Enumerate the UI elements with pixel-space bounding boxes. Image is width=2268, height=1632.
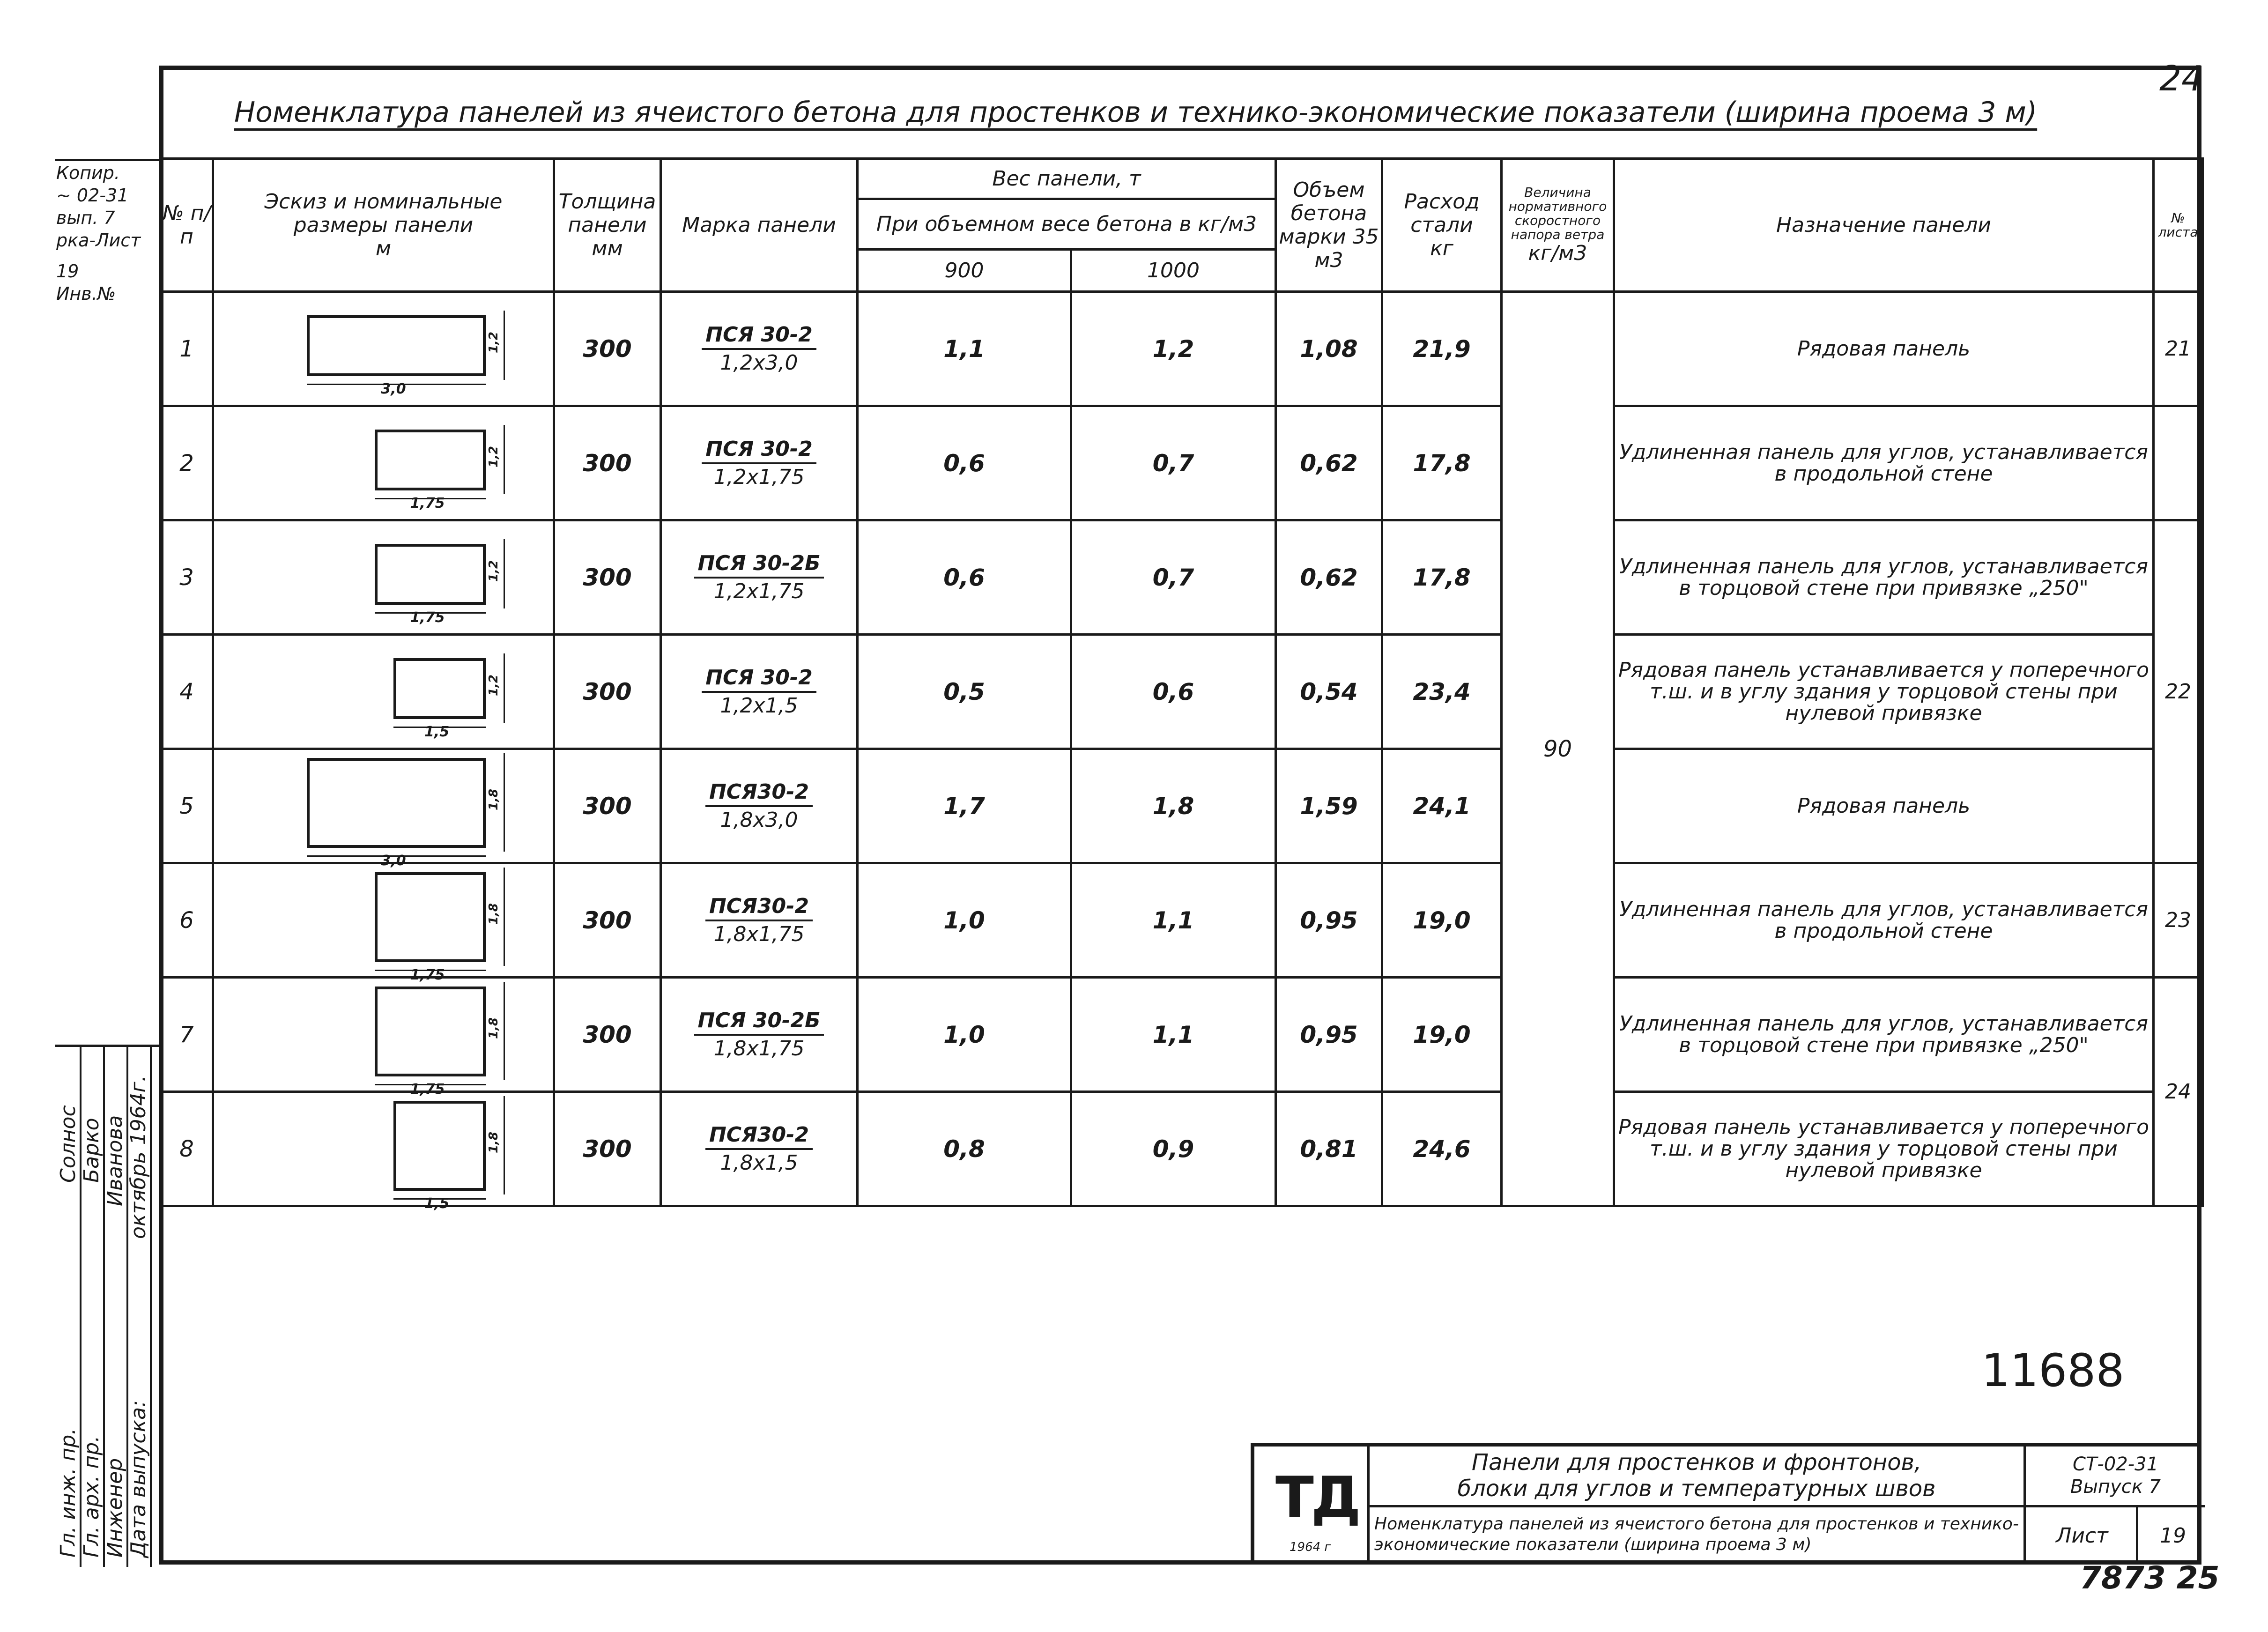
width-dimension-label: 3,0: [381, 852, 406, 869]
name-release-date: октябрь 1964г.: [126, 1075, 150, 1239]
name-chief-engineer: Солнос: [56, 1105, 80, 1183]
cell-sketch: [213, 520, 554, 635]
header-purpose: Назначение панели: [1614, 159, 2154, 292]
cell-sheet: 21: [2154, 292, 2203, 406]
title-block-code-line2: Выпуск 7: [2070, 1476, 2161, 1498]
cell-weight-1000: 0,7: [1071, 406, 1276, 520]
height-dimension-line: [504, 425, 505, 494]
cell-weight-900: 1,0: [858, 863, 1071, 978]
cell-mark: [661, 292, 858, 406]
cell-sketch: [213, 749, 554, 869]
height-dimension-label: 1,2: [487, 560, 501, 582]
cell-thickness: 300: [554, 292, 661, 406]
cell-weight-900: 0,5: [858, 635, 1071, 749]
title-block: [1251, 1443, 2201, 1565]
cell-num: 4: [161, 635, 213, 749]
panel-mark: [705, 1122, 813, 1176]
side-stamp: [56, 162, 141, 305]
header-steel-unit: кг: [1430, 236, 1453, 260]
cell-steel: 24,1: [1382, 749, 1502, 863]
height-dimension-label: 1,8: [487, 1017, 501, 1039]
panel-mark-size: 1,8х1,75: [713, 1036, 805, 1061]
header-volume-unit: м3: [1314, 248, 1343, 272]
title-block-code-line1: СТ-02-31: [2072, 1454, 2159, 1475]
panel-mark: [694, 550, 824, 605]
height-dimension-label: 1,8: [487, 1131, 501, 1153]
table-row: [161, 292, 2203, 406]
panel-outline: [375, 430, 486, 490]
side-stamp-line: рка-Лист: [56, 230, 141, 251]
cell-sketch: [213, 863, 554, 983]
header-thickness-label: Толщина панели: [558, 189, 656, 237]
role-chief-architect: Гл. арх. пр.: [80, 1435, 104, 1558]
cell-sketch: [213, 406, 554, 520]
height-dimension-line: [504, 753, 505, 852]
width-dimension-label: 1,75: [410, 1081, 445, 1098]
cell-weight-900: 0,8: [858, 1092, 1071, 1206]
table-row: [161, 520, 2203, 635]
cell-steel: 24,6: [1382, 1092, 1502, 1206]
width-dimension-label: 3,0: [381, 380, 406, 397]
panel-mark-size: 1,2х3,0: [720, 350, 798, 375]
height-dimension-label: 1,8: [487, 903, 501, 925]
height-dimension-line: [504, 653, 505, 723]
panel-mark-code: ПСЯ 30-2: [702, 665, 816, 693]
panel-sketch: [214, 1095, 553, 1212]
cell-num: 8: [161, 1092, 213, 1206]
cell-volume: 0,81: [1276, 1092, 1382, 1206]
panel-sketch: [214, 981, 553, 1098]
side-stamp-line: ~ 02-31: [56, 185, 129, 206]
header-weight-1000: 1000: [1071, 250, 1276, 292]
cell-sketch: [213, 1092, 554, 1212]
title-block-list-label: Лист: [2023, 1507, 2138, 1565]
cell-sketch: [213, 635, 554, 749]
panel-outline: [393, 658, 486, 719]
cell-purpose: Удлиненная панель для углов, устанавливается в продольной стене: [1614, 406, 2154, 520]
panel-mark-code: ПСЯ 30-2Б: [694, 550, 824, 579]
table-row: [161, 1092, 2203, 1206]
panel-mark-code: ПСЯ30-2: [705, 893, 813, 921]
cell-steel: 19,0: [1382, 863, 1502, 978]
cell-steel: 19,0: [1382, 978, 1502, 1092]
cell-weight-1000: 1,1: [1071, 978, 1276, 1092]
archive-number: 11688: [1981, 1344, 2125, 1397]
cell-steel: 21,9: [1382, 292, 1502, 406]
panel-mark: [702, 665, 816, 719]
header-wind: [1502, 159, 1614, 292]
height-dimension-line: [504, 1096, 505, 1194]
width-dimension-label: 1,75: [410, 495, 445, 512]
panel-sketch: [214, 524, 553, 631]
header-volume: [1276, 159, 1382, 292]
height-dimension-line: [504, 539, 505, 608]
panel-sketch: [214, 752, 553, 869]
panel-mark: [705, 893, 813, 948]
panel-table: [159, 157, 2204, 1212]
cell-volume: 0,54: [1276, 635, 1382, 749]
cell-num: 6: [161, 863, 213, 978]
header-weight: Вес панели, т: [858, 159, 1276, 199]
name-chief-architect: Барко: [80, 1118, 104, 1183]
cell-thickness: 300: [554, 520, 661, 635]
header-steel-label: Расход стали: [1404, 189, 1480, 237]
width-dimension-label: 1,75: [410, 609, 445, 626]
header-sheet: № листа: [2154, 159, 2203, 292]
header-num: № п/п: [161, 159, 213, 292]
panel-mark-size: 1,2х1,75: [713, 465, 805, 489]
cell-volume: 0,62: [1276, 406, 1382, 520]
title-block-subtitle: Номенклатура панелей из ячеистого бетона для простенков и технико-экономические показатели (ширина проема 3 м): [1374, 1514, 2019, 1554]
panel-mark-code: ПСЯ 30-2: [702, 322, 816, 350]
title-block-code: [2023, 1447, 2205, 1507]
name-engineer: Иванова: [103, 1115, 127, 1206]
cell-purpose: Рядовая панель: [1614, 292, 2154, 406]
role-release-date: Дата выпуска:: [126, 1400, 150, 1558]
cell-purpose: Рядовая панель устанавливается у поперечного т.ш. и в углу здания у торцовой стены при нулевой привязке: [1614, 635, 2154, 749]
cell-mark: [661, 863, 858, 978]
height-dimension-line: [504, 311, 505, 380]
cell-mark: [661, 1092, 858, 1206]
table-row: [161, 406, 2203, 520]
cell-weight-1000: 0,9: [1071, 1092, 1276, 1206]
cell-weight-1000: 0,6: [1071, 635, 1276, 749]
panel-mark-code: ПСЯ 30-2Б: [694, 1008, 824, 1036]
td-logo: [1254, 1447, 1370, 1565]
height-dimension-line: [504, 868, 505, 966]
width-dimension-label: 1,5: [424, 1195, 450, 1212]
header-wind-label: Величина нормативного скоростного напора ветра: [1508, 184, 1607, 242]
title-block-list-value: 19: [2136, 1507, 2208, 1565]
header-weight-900: 900: [858, 250, 1071, 292]
cell-num: 5: [161, 749, 213, 863]
cell-weight-900: 1,7: [858, 749, 1071, 863]
cell-thickness: 300: [554, 406, 661, 520]
panel-outline: [375, 544, 486, 605]
panel-outline: [307, 315, 486, 376]
table-row: [161, 978, 2203, 1092]
bottom-number: 7873 25: [2080, 1560, 2220, 1596]
panel-mark: [702, 436, 816, 490]
cell-weight-900: 0,6: [858, 406, 1071, 520]
header-steel: [1382, 159, 1502, 292]
title-block-title: [1370, 1447, 2023, 1507]
cell-thickness: 300: [554, 978, 661, 1092]
panel-sketch: [214, 409, 553, 517]
cell-num: 7: [161, 978, 213, 1092]
panel-sketch: [214, 867, 553, 983]
cell-weight-1000: 0,7: [1071, 520, 1276, 635]
header-sketch-unit: м: [375, 236, 392, 260]
cell-purpose: Удлиненная панель для углов, устанавливается в торцовой стене при привязке „250": [1614, 978, 2154, 1092]
height-dimension-line: [504, 982, 505, 1080]
cell-num: 2: [161, 406, 213, 520]
height-dimension-label: 1,2: [487, 445, 501, 467]
cell-sheet: 23: [2154, 863, 2203, 978]
header-weight-sub: При объемном весе бетона в кг/м3: [858, 199, 1276, 250]
sheet-number-top: 24: [2159, 59, 2204, 99]
cell-volume: 0,95: [1276, 863, 1382, 978]
cell-mark: [661, 635, 858, 749]
width-dimension-label: 1,75: [410, 966, 445, 983]
panel-mark-code: ПСЯ 30-2: [702, 436, 816, 464]
title-block-line2: блоки для углов и температурных швов: [1457, 1476, 1936, 1502]
table-row: [161, 863, 2203, 978]
cell-sketch: [213, 978, 554, 1098]
header-sketch-label: Эскиз и номинальные размеры панели: [264, 189, 503, 237]
cell-volume: 0,62: [1276, 520, 1382, 635]
cell-num: 3: [161, 520, 213, 635]
cell-thickness: 300: [554, 863, 661, 978]
cell-sheet: [2154, 406, 2203, 520]
cell-mark: [661, 978, 858, 1092]
cell-sheet: 24: [2154, 978, 2203, 1206]
panel-mark-size: 1,8х1,5: [720, 1150, 798, 1175]
width-dimension-label: 1,5: [424, 723, 450, 740]
side-stamp-line: вып. 7: [56, 208, 115, 228]
cell-purpose: Рядовая панель устанавливается у поперечного т.ш. и в углу здания у торцовой стены при нулевой привязке: [1614, 1092, 2154, 1206]
cell-steel: 23,4: [1382, 635, 1502, 749]
panel-sketch: [214, 638, 553, 746]
cell-thickness: 300: [554, 749, 661, 863]
document-title: Номенклатура панелей из ячеистого бетона для простенков и технико-экономические показатели (ширина проема 3 м): [234, 96, 2038, 129]
header-mark: Марка панели: [661, 159, 858, 292]
panel-outline: [307, 758, 486, 848]
cell-volume: 1,08: [1276, 292, 1382, 406]
panel-outline: [375, 872, 486, 962]
panel-mark-size: 1,2х1,5: [720, 693, 798, 718]
height-dimension-label: 1,2: [487, 331, 501, 353]
side-stamp-line: 19: [56, 261, 79, 282]
cell-purpose: Удлиненная панель для углов, устанавливается в продольной стене: [1614, 863, 2154, 978]
panel-mark: [694, 1008, 824, 1062]
cell-steel: 17,8: [1382, 406, 1502, 520]
cell-mark: [661, 406, 858, 520]
header-sketch: [213, 159, 554, 292]
side-stamp-line: Инв.№: [56, 283, 116, 304]
role-chief-engineer: Гл. инж. пр.: [56, 1428, 80, 1558]
panel-outline: [393, 1101, 486, 1191]
cell-mark: [661, 520, 858, 635]
cell-thickness: 300: [554, 635, 661, 749]
panel-mark-code: ПСЯ30-2: [705, 1122, 813, 1150]
header-wind-unit: кг/м3: [1528, 241, 1587, 265]
height-dimension-label: 1,2: [487, 674, 501, 696]
signature-block: [55, 1045, 159, 1567]
panel-mark-size: 1,8х3,0: [720, 808, 798, 832]
cell-weight-1000: 1,8: [1071, 749, 1276, 863]
table-row: [161, 749, 2203, 863]
cell-sketch: [213, 292, 554, 406]
td-logo-year: 1964 г: [1290, 1540, 1331, 1554]
td-logo-mark: ТД: [1275, 1465, 1358, 1530]
cell-sheet: 22: [2154, 520, 2203, 863]
panel-mark: [702, 322, 816, 376]
cell-num: 1: [161, 292, 213, 406]
panel-mark-code: ПСЯ30-2: [705, 779, 813, 807]
side-stamp-line: Копир.: [56, 163, 120, 183]
cell-volume: 1,59: [1276, 749, 1382, 863]
header-thickness: [554, 159, 661, 292]
height-dimension-label: 1,8: [487, 788, 501, 810]
cell-mark: [661, 749, 858, 863]
cell-weight-1000: 1,2: [1071, 292, 1276, 406]
cell-thickness: 300: [554, 1092, 661, 1206]
cell-purpose: Рядовая панель: [1614, 749, 2154, 863]
panel-mark-size: 1,2х1,75: [713, 579, 805, 603]
panel-mark-size: 1,8х1,75: [713, 922, 805, 946]
cell-weight-900: 1,0: [858, 978, 1071, 1092]
cell-wind-pressure: 90: [1502, 292, 1614, 1206]
panel-outline: [375, 987, 486, 1076]
table-row: [161, 635, 2203, 749]
header-volume-label: Объем бетона марки 35: [1279, 178, 1379, 249]
cell-weight-1000: 1,1: [1071, 863, 1276, 978]
cell-purpose: Удлиненная панель для углов, устанавливается в торцовой стене при привязке „250": [1614, 520, 2154, 635]
role-engineer: Инженер: [103, 1458, 127, 1558]
cell-weight-900: 1,1: [858, 292, 1071, 406]
cell-steel: 17,8: [1382, 520, 1502, 635]
title-block-line1: Панели для простенков и фронтонов,: [1471, 1449, 1922, 1476]
panel-mark: [705, 779, 813, 833]
panel-sketch: [214, 295, 553, 403]
header-thickness-unit: мм: [592, 236, 623, 260]
cell-weight-900: 0,6: [858, 520, 1071, 635]
cell-volume: 0,95: [1276, 978, 1382, 1092]
